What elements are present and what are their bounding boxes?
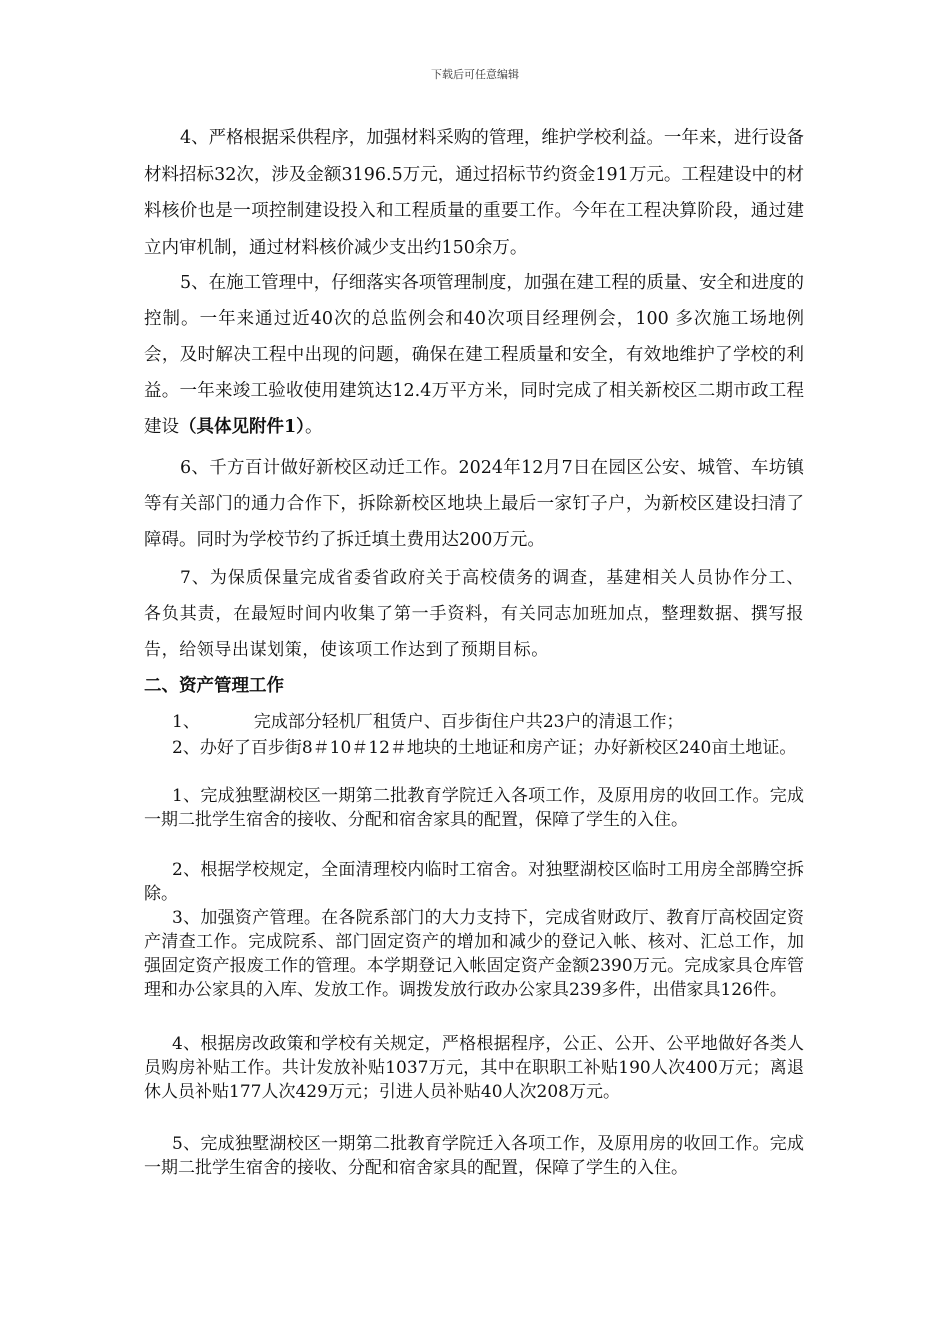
page-header: 下载后可任意编辑 <box>431 68 519 81</box>
asset-item-b1: 1、完成独墅湖校区一期第二批教育学院迁入各项工作，及原用房的收回工作。完成一期二批学生宿舍的接收、分配和宿舍家具的配置，保障了学生的入住。 <box>144 786 804 830</box>
construction-text: 5、在施工管理中，仔细落实各项管理制度，加强在建工程的质量、安全和进度的控制。一年来通过近40次的总监例会和40次项目经理例会，100 多次施工场地例会，及时解决工程中出现的问题，确保在建工程质量和安全，有效地维护了学校的利益。一年来竣工验收使用建筑达12.4万平方米，同时完成了相关新校区二期市政工程建设 <box>144 273 804 437</box>
paragraph-construction <box>144 265 804 445</box>
asset-item-b2: 2、根据学校规定，全面清理校内临时工宿舍。对独墅湖校区临时工用房全部腾空拆除。 <box>144 860 804 904</box>
attachment-note: （具体见附件1） <box>179 417 305 437</box>
asset-item-1-text: 完成部分轻机厂租赁户、百步街住户共23户的清退工作； <box>253 712 684 732</box>
section-asset-management-heading: 二、资产管理工作 <box>144 676 284 696</box>
paragraph-relocation: 6、千方百计做好新校区动迁工作。2024年12月7日在园区公安、城管、车坊镇等有关部门的通力合作下，拆除新校区地块上最后一家钉子户，为新校区建设扫清了障碍。同时为学校节约了拆迁填土费用达200万元。 <box>144 458 804 550</box>
paragraph-procurement: 4、严格根据采供程序，加强材料采购的管理，维护学校利益。一年来，进行设备材料招标32次，涉及金额3196.5万元，通过招标节约资金191万元。工程建设中的材料核价也是一项控制建设投入和工程质量的重要工作。今年在工程决算阶段，通过建立内审机制，通过材料核价减少支出约150余万。 <box>144 128 804 258</box>
asset-item-1 <box>144 710 804 734</box>
asset-item-b3: 3、加强资产管理。在各院系部门的大力支持下，完成省财政厅、教育厅高校固定资产清查工作。完成院系、部门固定资产的增加和减少的登记入帐、核对、汇总工作，加强固定资产报废工作的管理。本学期登记入帐固定资产金额2390万元。完成家具仓库管理和办公家具的入库、发放工作。调拨发放行政办公家具239多件，出借家具126件。 <box>144 908 804 1000</box>
paragraph-debt-survey: 7、为保质保量完成省委省政府关于高校债务的调查，基建相关人员协作分工、各负其责，在最短时间内收集了第一手资料，有关同志加班加点，整理数据、撰写报告，给领导出谋划策，使该项工作达到了预期目标。 <box>144 568 804 660</box>
asset-item-2: 2、办好了百步街8＃10＃12＃地块的土地证和房产证；办好新校区240亩土地证。 <box>172 738 797 758</box>
asset-item-b5: 5、完成独墅湖校区一期第二批教育学院迁入各项工作，及原用房的收回工作。完成一期二批学生宿舍的接收、分配和宿舍家具的配置，保障了学生的入住。 <box>144 1134 804 1178</box>
asset-item-b4: 4、根据房改政策和学校有关规定，严格根据程序，公正、公开、公平地做好各类人员购房补贴工作。共计发放补贴1037万元，其中在职职工补贴190人次400万元；离退休人员补贴177人次429万元；引进人员补贴40人次208万元。 <box>144 1034 804 1102</box>
asset-item-1-number: 1、 <box>172 712 200 732</box>
construction-end: 。 <box>304 417 323 437</box>
